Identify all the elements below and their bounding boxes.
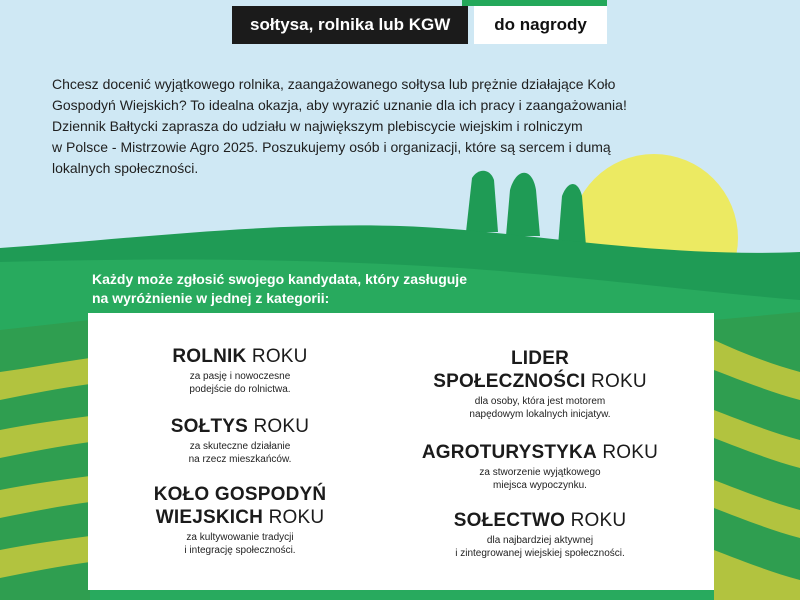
intro-line: lokalnych społeczności. xyxy=(52,160,199,176)
category-name: WIEJSKICH xyxy=(155,507,264,528)
description-line: i zintegrowanej wiejskiej społeczności. xyxy=(455,548,625,559)
intro-line: Gospodyń Wiejskich? To idealna okazja, aby wyrazić uznanie dla ich pracy i zaangażowania! xyxy=(52,97,627,113)
banner-left-label: sołtysa, rolnika lub KGW xyxy=(232,6,468,44)
category-description xyxy=(410,534,670,560)
category-lider-spolecznosci-roku xyxy=(410,347,670,421)
category-rolnik-roku xyxy=(140,345,340,396)
category-agroturystyka-roku xyxy=(400,441,680,492)
lead-line: na wyróżnienie w jednej z kategorii: xyxy=(92,290,330,306)
description-line: miejsca wypoczynku. xyxy=(493,480,587,491)
category-description xyxy=(400,466,680,492)
description-line: za pasję i nowoczesne xyxy=(189,371,291,382)
banner-accent xyxy=(462,0,607,6)
description-line: za kultywowanie tradycji xyxy=(186,532,294,543)
category-title xyxy=(140,415,340,438)
intro-paragraph xyxy=(52,74,722,179)
category-title xyxy=(410,509,670,532)
category-suffix: ROKU xyxy=(268,507,325,528)
description-line: za skuteczne działanie xyxy=(189,441,291,452)
description-line: dla osoby, która jest motorem xyxy=(474,396,606,407)
category-title xyxy=(400,441,680,464)
description-line: podejście do rolnictwa. xyxy=(189,384,291,395)
category-name: AGROTURYSTYKA xyxy=(421,442,597,463)
category-description xyxy=(130,531,350,557)
intro-line: Chcesz docenić wyjątkowego rolnika, zaangażowanego sołtysa lub prężnie działające Koło xyxy=(52,76,616,92)
category-name: LIDER xyxy=(511,348,569,369)
top-banner xyxy=(232,6,607,44)
category-suffix: ROKU xyxy=(253,416,310,437)
intro-line: Dziennik Bałtycki zaprasza do udziału w największym plebiscycie wiejskim i rolniczym xyxy=(52,118,583,134)
category-description xyxy=(140,440,340,466)
description-line: na rzecz mieszkańców. xyxy=(188,454,292,465)
category-description xyxy=(410,395,670,421)
category-name: ROLNIK xyxy=(172,346,247,367)
category-suffix: ROKU xyxy=(570,510,627,531)
category-name: SOŁTYS xyxy=(170,416,249,437)
categories-lead xyxy=(92,270,532,308)
banner-right-text: do nagrody xyxy=(494,15,587,34)
category-suffix: ROKU xyxy=(591,371,647,392)
lead-line: Każdy może zgłosić swojego kandydata, który zasługuje xyxy=(92,271,467,287)
category-suffix: ROKU xyxy=(602,442,659,463)
category-title xyxy=(410,347,670,393)
category-description xyxy=(140,370,340,396)
category-title xyxy=(130,483,350,529)
category-name: SPOŁECZNOŚCI xyxy=(433,371,586,392)
description-line: za stworzenie wyjątkowego xyxy=(479,467,601,478)
intro-line: w Polsce - Mistrzowie Agro 2025. Poszukujemy osób i organizacji, które są sercem i dumą xyxy=(52,139,611,155)
description-line: dla najbardziej aktywnej xyxy=(486,535,594,546)
categories-card xyxy=(88,313,714,590)
description-line: napędowym lokalnych inicjatyw. xyxy=(469,409,611,420)
description-line: i integrację społeczności. xyxy=(184,545,296,556)
category-suffix: ROKU xyxy=(251,346,308,367)
category-kgw-roku xyxy=(130,483,350,557)
category-soltys-roku xyxy=(140,415,340,466)
category-solectwo-roku xyxy=(410,509,670,560)
category-name: SOŁECTWO xyxy=(453,510,566,531)
category-name: KOŁO GOSPODYŃ xyxy=(153,484,327,505)
category-title xyxy=(140,345,340,368)
banner-right-label xyxy=(474,6,607,44)
